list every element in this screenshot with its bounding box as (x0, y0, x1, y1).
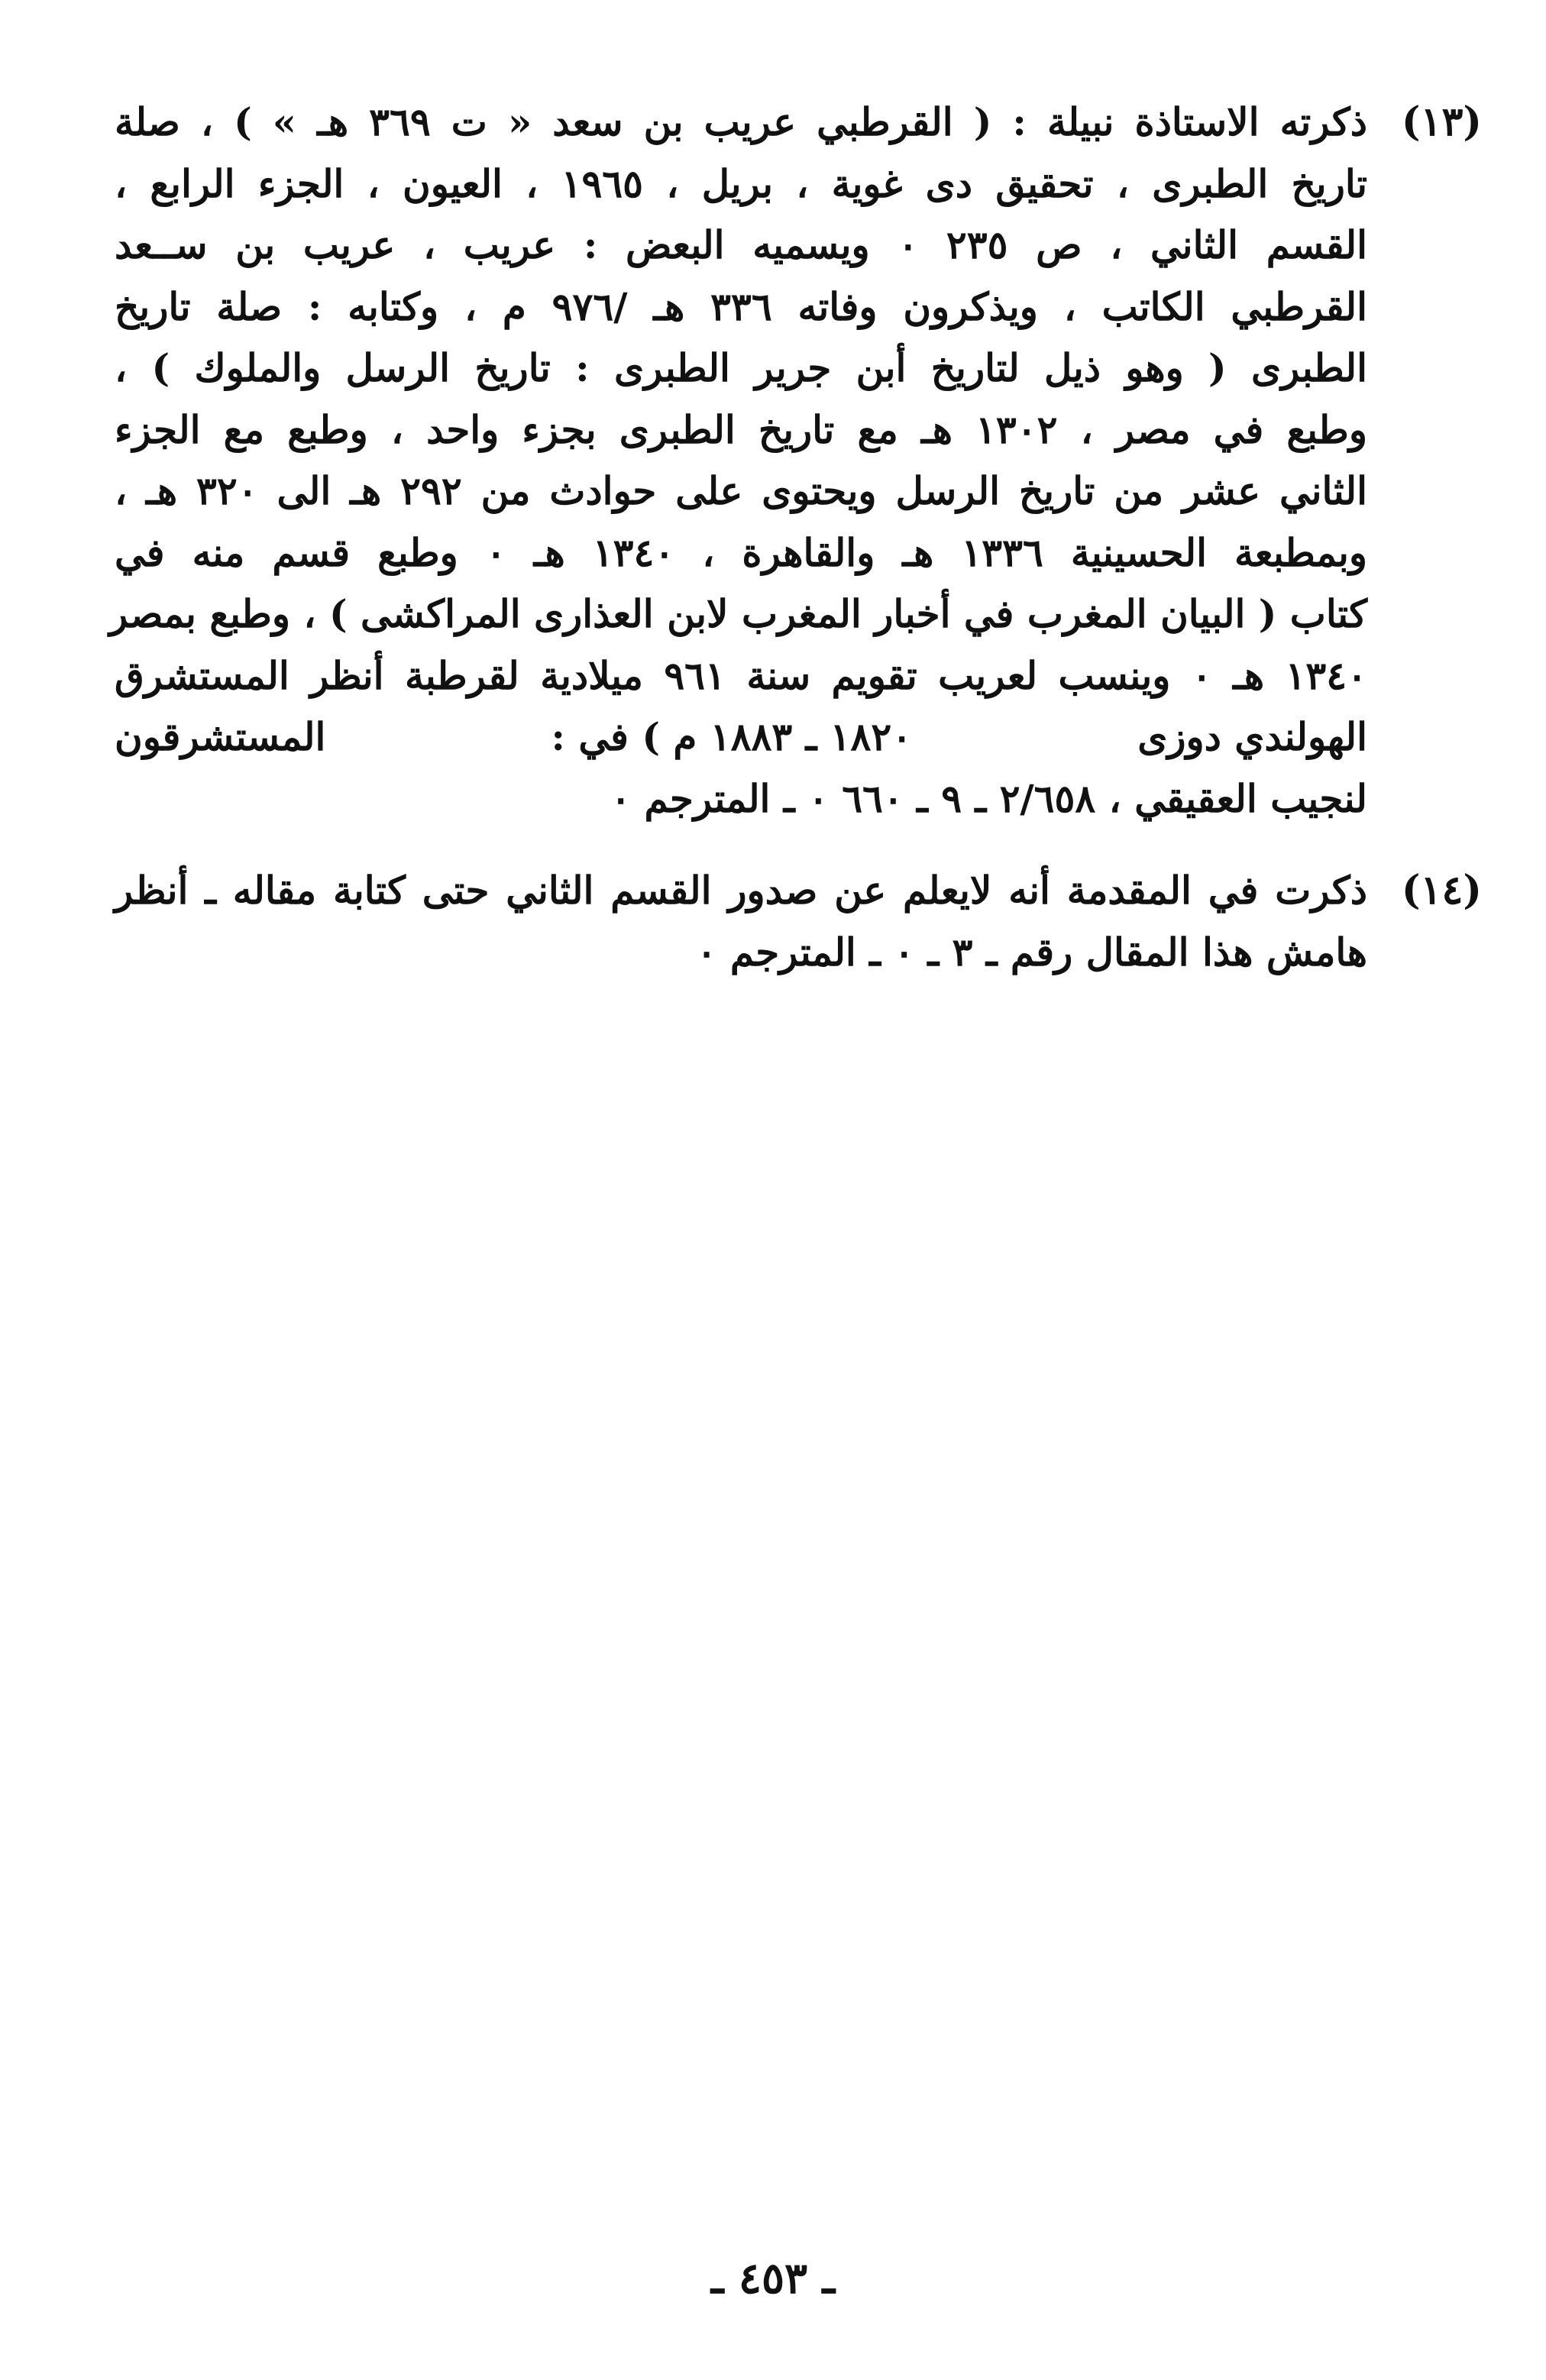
footnote-line-segment: المستشرقون (115, 714, 326, 759)
footnote-line: ذكرت في المقدمة أنه لايعلم عن صدور القسم الثاني حتى كتابة مقاله ـ أنظر (115, 868, 1367, 913)
footnote-body (109, 92, 1368, 829)
footnote-number: (١٤) (1401, 867, 1482, 914)
footnote-line: وبمطبعة الحسينية ١٣٣٦ هـ والقاهرة ، ١٣٤٠ هـ ٠ وطبع قسم منه في (115, 529, 1368, 575)
footnote-body (115, 860, 1367, 983)
footnote-line: الطبرى ( وهو ذيل لتاريخ أبن جرير الطبرى : تاريخ الرسل والملوك ) ، (115, 345, 1367, 390)
footnote-line: تاريخ الطبرى ، تحقيق دى غوية ، بريل ، ١٩٦٥ ، العيون ، الجزء الرابع ، (115, 160, 1368, 206)
footnote-line-segment: ١٨٢٠ ـ ١٨٨٣ م ) في : (551, 714, 913, 759)
footnote-line: القسم الثاني ، ص ٢٣٥ ٠ ويسميه البعض : عريب ، عريب بن ســعد (115, 222, 1367, 267)
footnote-line: ذكرته الاستاذة نبيلة : ( القرطبي عريب بن سعد « ت ٣٦٩ هـ » ) ، صلة (115, 99, 1367, 144)
footnote-13 (109, 92, 1482, 829)
footnotes-section (109, 92, 1482, 1014)
footnote-line-spread (115, 707, 1367, 768)
page-number: ـ ٤٥٣ ـ (710, 2253, 836, 2304)
footnote-line: الثاني عشر من تاريخ الرسل ويحتوى على حوادث من ٢٩٢ هـ الى ٣٢٠ هـ ، (115, 468, 1367, 513)
footnote-line: هامش هذا المقال رقم ـ ٣ ـ ٠ ـ المترجم ٠ (696, 929, 1367, 975)
footnote-number: (١٣) (1401, 99, 1482, 145)
footnote-line: القرطبي الكاتب ، ويذكرون وفاته ٣٣٦ هـ /٩٧٦ م ، وكتابه : صلة تاريخ (115, 283, 1367, 329)
footnote-line: ١٣٤٠ هـ ٠ وينسب لعريب تقويم سنة ٩٦١ ميلادية لقرطبة أنظر المستشرق (115, 652, 1367, 698)
footnote-line-segment: الهولندي دوزى (1137, 714, 1367, 759)
footnote-line: وطبع في مصر ، ١٣٠٢ هـ مع تاريخ الطبرى بجزء واحد ، وطبع مع الجزء (115, 406, 1367, 452)
footnote-14 (115, 860, 1482, 983)
footnote-line: لنجيب العقيقي ، ٢/٦٥٨ ـ ٩ ـ ٦٦٠ ٠ ـ المترجم ٠ (610, 775, 1367, 821)
footnote-line: كتاب ( البيان المغرب في أخبار المغرب لابن العذارى المراكشى ) ، وطبع بمصر (109, 591, 1367, 636)
